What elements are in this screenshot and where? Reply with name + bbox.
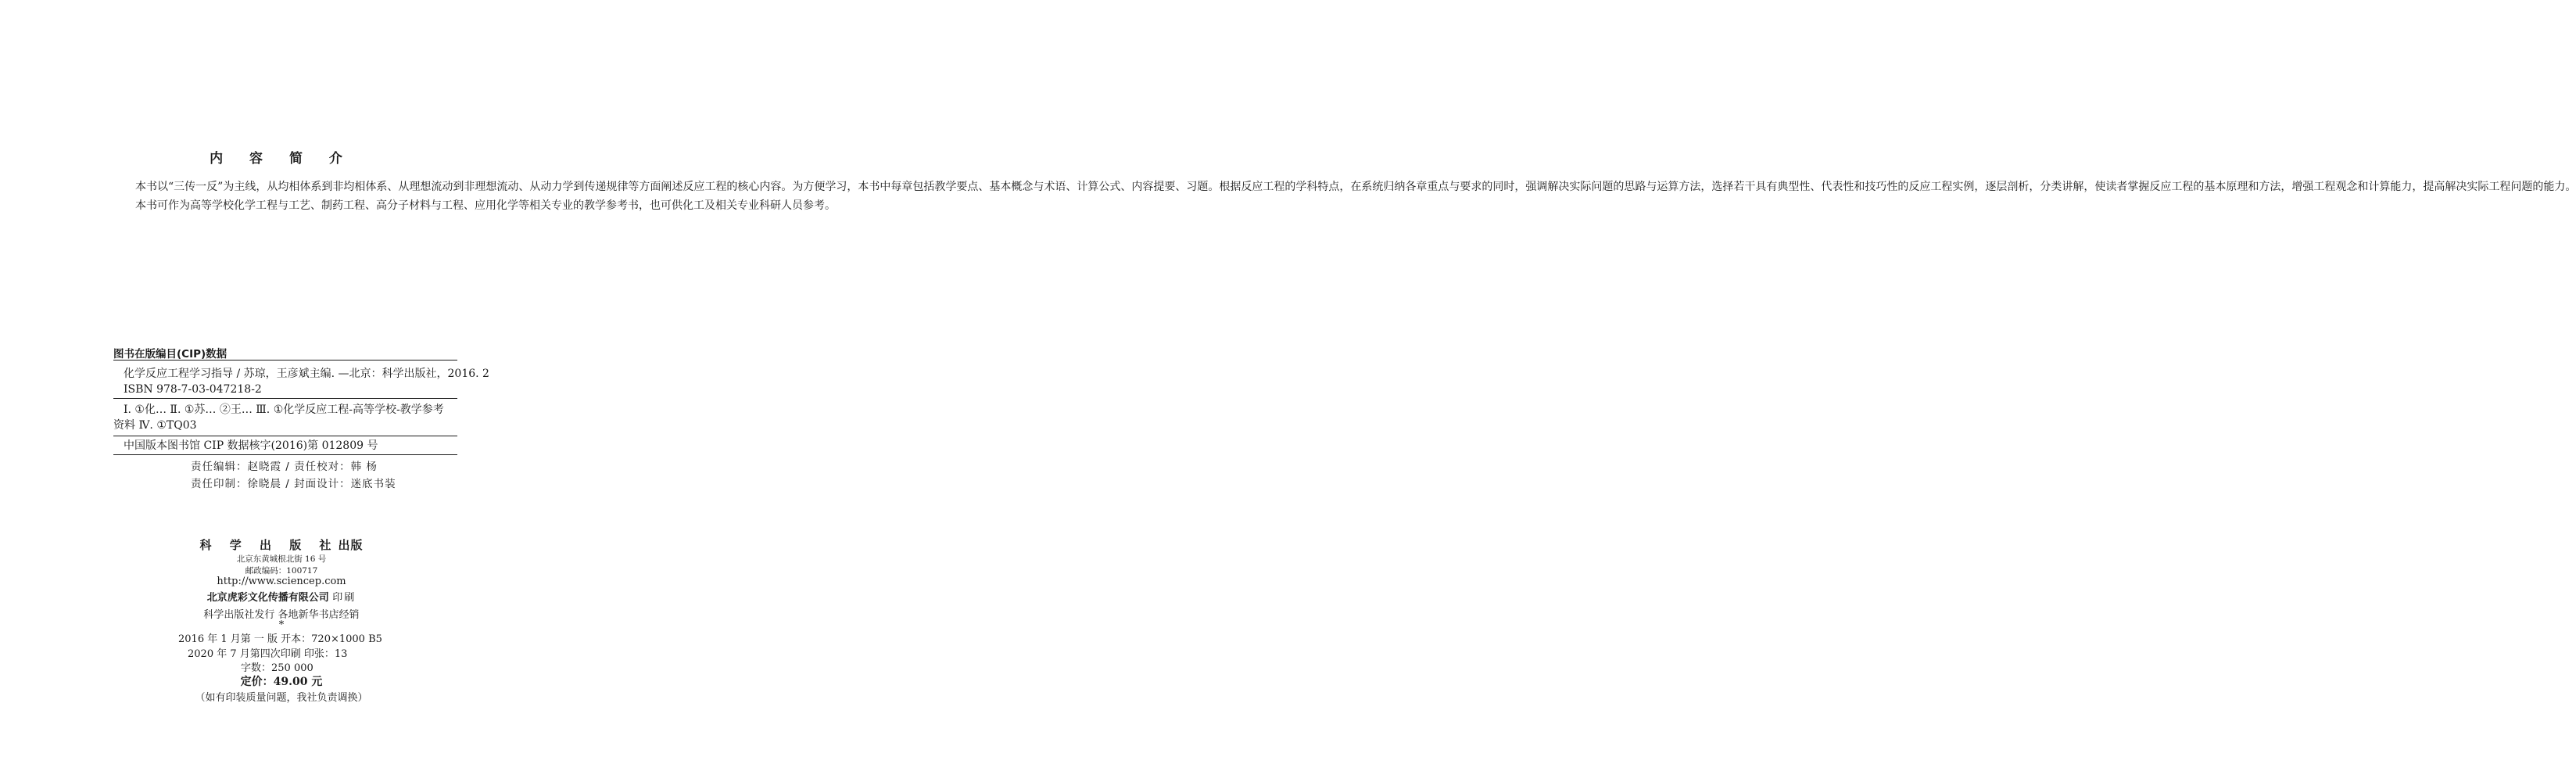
word-count: 字数：250 000 — [241, 662, 313, 674]
cip-isbn: ISBN 978-7-03-047218-2 — [124, 383, 262, 396]
summary-line: 本书以“三传一反”为主线，从均相体系到非均相体系、从理想流动到非 — [135, 181, 475, 193]
separator-mark: * — [278, 619, 285, 631]
price: 定价：49.00 元 — [240, 676, 323, 688]
printer-line — [0, 589, 563, 604]
summary-paragraph-1 — [113, 178, 2576, 197]
summary-line: 题。根据反应工程的学科特点，在系统归纳各章重点与要求的同时，强调解 — [1197, 181, 1559, 193]
production-credits: 责任印制：徐晓晨 / 封面设计：迷底书装 — [191, 478, 396, 490]
page-title: 内 容 简 介 — [210, 151, 353, 167]
publisher-name-text: 科 学 出 版 社 — [199, 538, 339, 552]
editor-credits: 责任编辑：赵晓霞 / 责任校对：韩 杨 — [191, 461, 378, 473]
cip-classification-line-2: 资料 Ⅳ. ①TQ03 — [113, 419, 197, 432]
cip-bottom-rule — [113, 454, 457, 455]
summary-line: 决实际问题的思路与运算方法，选择若干具有典型性、代表性和技巧性的反 — [1558, 181, 1920, 193]
summary-line: 应用化学等相关专业的教学参考书，也可供化工及相关专业科研人员参考。 — [475, 199, 836, 212]
summary-line: 理想流动、从动力学到传递规律等方面阐述反应工程的核心内容。为方便 — [475, 181, 826, 193]
summary-line: 学习，本书中每章包括教学要点、基本概念与术语、计算公式、内容提要、习 — [825, 181, 1198, 193]
publisher-postcode: 邮政编码：100717 — [245, 566, 318, 576]
cip-middle-rule — [113, 398, 457, 399]
publisher-url: http://www.sciencep.com — [217, 576, 346, 587]
cip-top-rule — [113, 360, 457, 361]
summary-line: 应工程实例，逐层剖析，分类讲解，使读者掌握反应工程的基本原理和方法， — [1919, 181, 2292, 193]
quality-notice: （如有印装质量问题，我社负责调换） — [195, 692, 368, 704]
summary-paragraph-2 — [113, 197, 836, 216]
cip-title-line: 化学反应工程学习指导 / 苏琼，王彦斌主编. —北京：科学出版社，2016. 2 — [124, 368, 489, 380]
summary-section — [113, 178, 2576, 215]
publisher-name — [0, 536, 563, 553]
summary-line: 本书可作为高等学校化学工程与工艺、制药工程、高分子材料与工程、 — [135, 199, 475, 212]
printing-line: 2020 年 7 月第四次印刷 印张：13 — [188, 648, 348, 660]
edition-line: 2016 年 1 月第 一 版 开本：720×1000 B5 — [178, 633, 382, 645]
printer-suffix: 印刷 — [332, 592, 356, 604]
cip-library-number: 中国版本图书馆 CIP 数据核字(2016)第 012809 号 — [124, 439, 378, 452]
summary-line: 增强工程观念和计算能力，提高解决实际工程问题的能力。 — [2291, 181, 2576, 193]
printer-name: 北京虎彩文化传播有限公司 — [206, 592, 329, 604]
publisher-address: 北京东黄城根北街 16 号 — [236, 554, 327, 564]
cip-heading: 图书在版编目(CIP)数据 — [113, 348, 228, 361]
publisher-name-suffix: 出版 — [338, 538, 364, 552]
cip-classification-line-1: Ⅰ. ①化… Ⅱ. ①苏… ②王… Ⅲ. ①化学反应工程-高等学校-教学参考 — [124, 404, 444, 416]
distribution-line: 科学出版社发行 各地新华书店经销 — [203, 609, 360, 621]
